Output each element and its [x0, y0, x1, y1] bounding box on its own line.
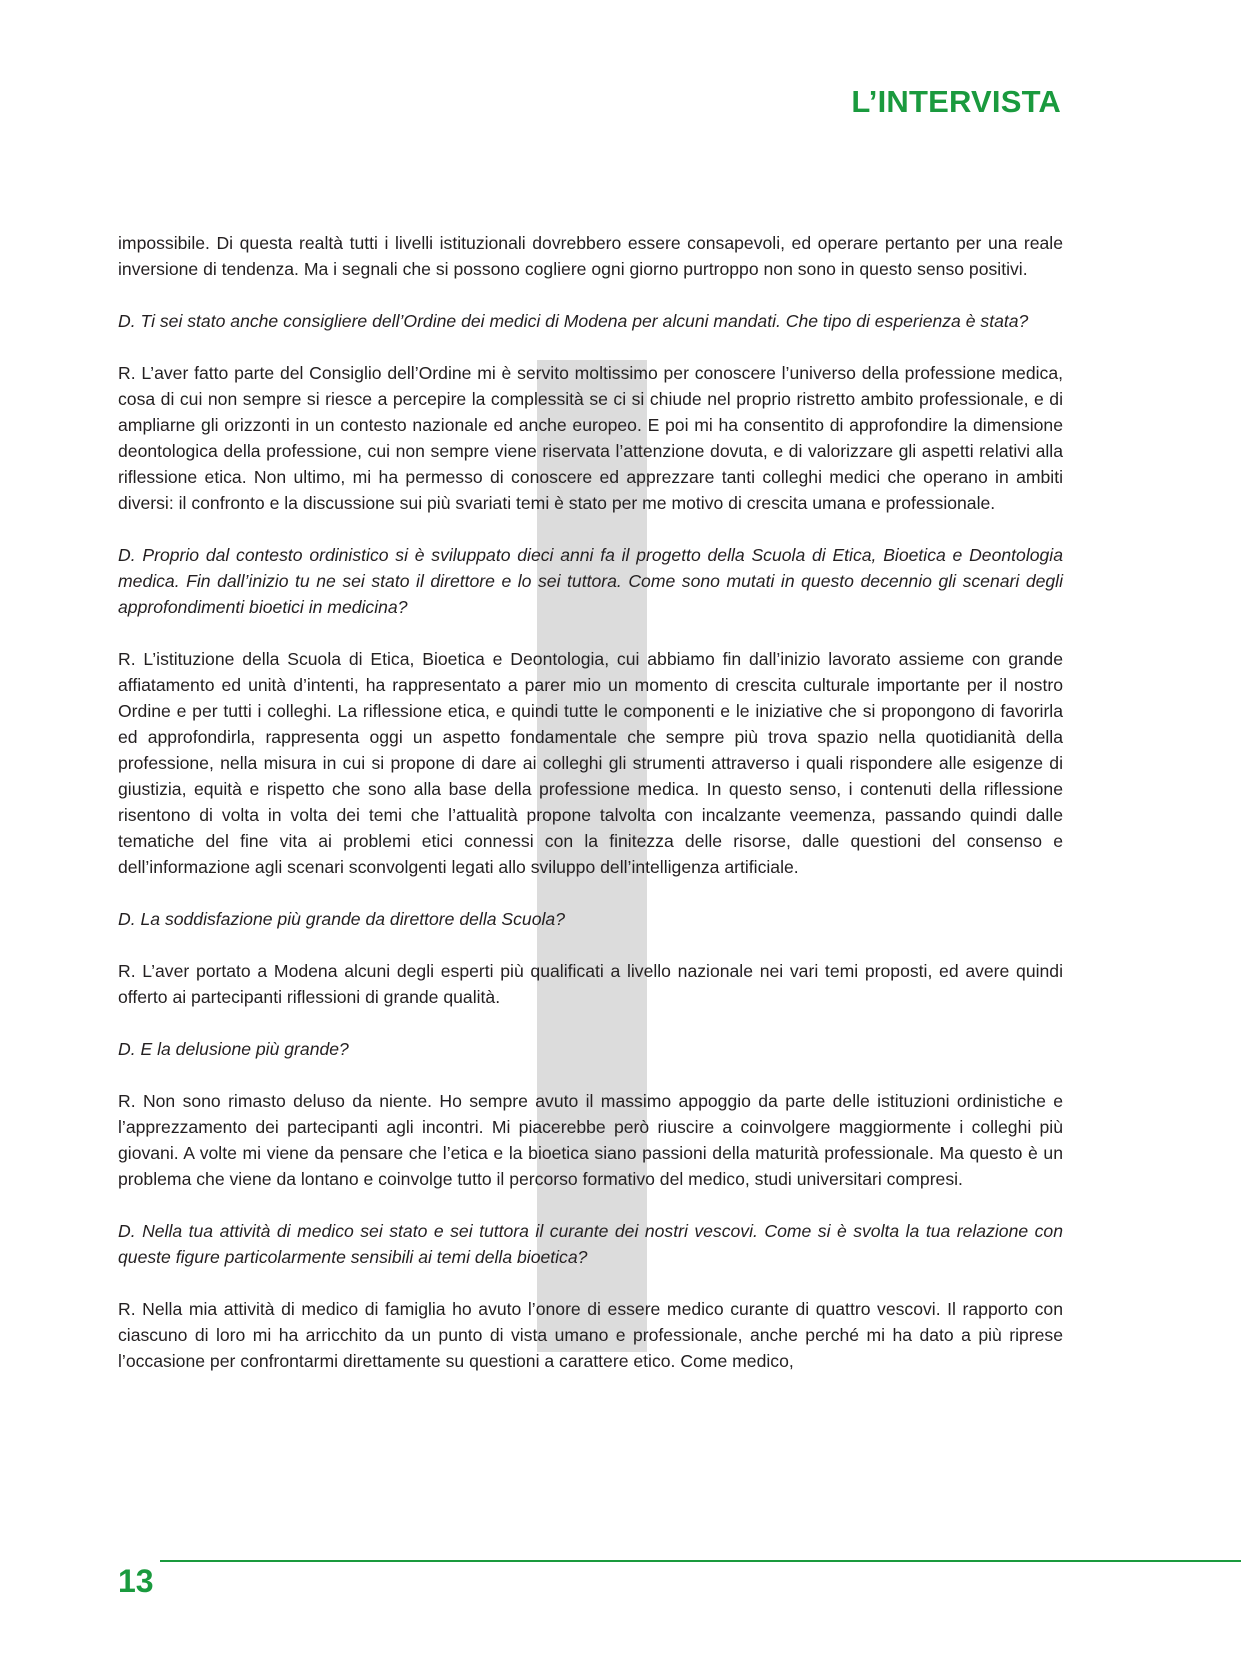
page-number: 13 [118, 1563, 154, 1599]
paragraph-answer: R. Non sono rimasto deluso da niente. Ho sempre avuto il massimo appoggio da parte delle istituzioni ordinistiche e l’apprezzamento dei partecipanti agli incontri. Mi piacerebbe però riuscire a coinvolgere maggiormente i colleghi più giovani. A volte mi viene da pensare che l’etica e la bioetica siano passioni della maturità professionale. Ma questo è un problema che viene da lontano e coinvolge tutto il percorso formativo del medico, studi universitari compresi. [118, 1091, 1063, 1189]
paragraph-answer: R. L’aver portato a Modena alcuni degli esperti più qualificati a livello nazionale nei vari temi proposti, ed avere quindi offerto ai partecipanti riflessioni di grande qualità. [118, 961, 1063, 1007]
paragraph-question: D. E la delusione più grande? [118, 1039, 349, 1059]
section-title: L’INTERVISTA [851, 84, 1061, 119]
paragraph-answer: R. L’aver fatto parte del Consiglio dell’Ordine mi è servito moltissimo per conoscere l’universo della professione medica, cosa di cui non sempre si riesce a percepire la complessità se ci si chiude nel proprio ristretto ambito professionale, e di ampliarne gli orizzonti in un contesto nazionale ed anche europeo. E poi mi ha consentito di approfondire la dimensione deontologica della professione, cui non sempre viene riservata l’attenzione dovuta, e di valorizzare gli aspetti relativi alla riflessione etica. Non ultimo, mi ha permesso di conoscere ed apprezzare tanti colleghi medici che operano in ambiti diversi: il confronto e la discussione sui più svariati temi è stato per me motivo di crescita umana e professionale. [118, 363, 1063, 513]
paragraph-question: D. Proprio dal contesto ordinistico si è sviluppato dieci anni fa il progetto della Scuola di Etica, Bioetica e Deontologia medica. Fin dall’inizio tu ne sei stato il direttore e lo sei tuttora. Come sono mutati in questo decennio gli scenari degli approfondimenti bioetici in medicina? [118, 545, 1063, 617]
paragraph-question: D. Nella tua attività di medico sei stato e sei tuttora il curante dei nostri vescovi. Come si è svolta la tua relazione con queste figure particolarmente sensibili ai temi della bioetica? [118, 1221, 1063, 1267]
footer-divider [160, 1560, 1241, 1562]
paragraph-question: D. Ti sei stato anche consigliere dell’Ordine dei medici di Modena per alcuni mandati. Che tipo di esperienza è stata? [118, 311, 1029, 331]
article-body [118, 230, 1063, 1400]
paragraph-answer-intro: impossibile. Di questa realtà tutti i livelli istituzionali dovrebbero essere consapevoli, ed operare pertanto per una reale inversione di tendenza. Ma i segnali che si possono cogliere ogni giorno purtroppo non sono in questo senso positivi. [118, 233, 1063, 279]
paragraph-answer: R. Nella mia attività di medico di famiglia ho avuto l’onore di essere medico curante di quattro vescovi. Il rapporto con ciascuno di loro mi ha arricchito da un punto di vista umano e professionale, anche perché mi ha dato a più riprese l’occasione per confrontarmi direttamente su questioni a carattere etico. Come medico, [118, 1299, 1063, 1371]
paragraph-answer: R. L’istituzione della Scuola di Etica, Bioetica e Deontologia, cui abbiamo fin dall’inizio lavorato assieme con grande affiatamento ed unità d’intenti, ha rappresentato a parer mio un momento di crescita culturale importante per il nostro Ordine e per tutti i colleghi. La riflessione etica, e quindi tutte le componenti e le iniziative che si propongono di favorirla ed approfondirla, rappresenta oggi un aspetto fondamentale che sempre più trova spazio nella quotidianità della professione, nella misura in cui si propone di dare ai colleghi gli strumenti attraverso i quali rispondere alle esigenze di giustizia, equità e rispetto che sono alla base della professione medica. In questo senso, i contenuti della riflessione risentono di volta in volta dei temi che l’attualità propone talvolta con incalzante veemenza, passando quindi dalle tematiche del fine vita ai problemi etici connessi con la finitezza delle risorse, dalle questioni del consenso e dell’informazione agli scenari sconvolgenti legati allo sviluppo dell’intelligenza artificiale. [118, 649, 1063, 877]
paragraph-question: D. La soddisfazione più grande da direttore della Scuola? [118, 909, 565, 929]
